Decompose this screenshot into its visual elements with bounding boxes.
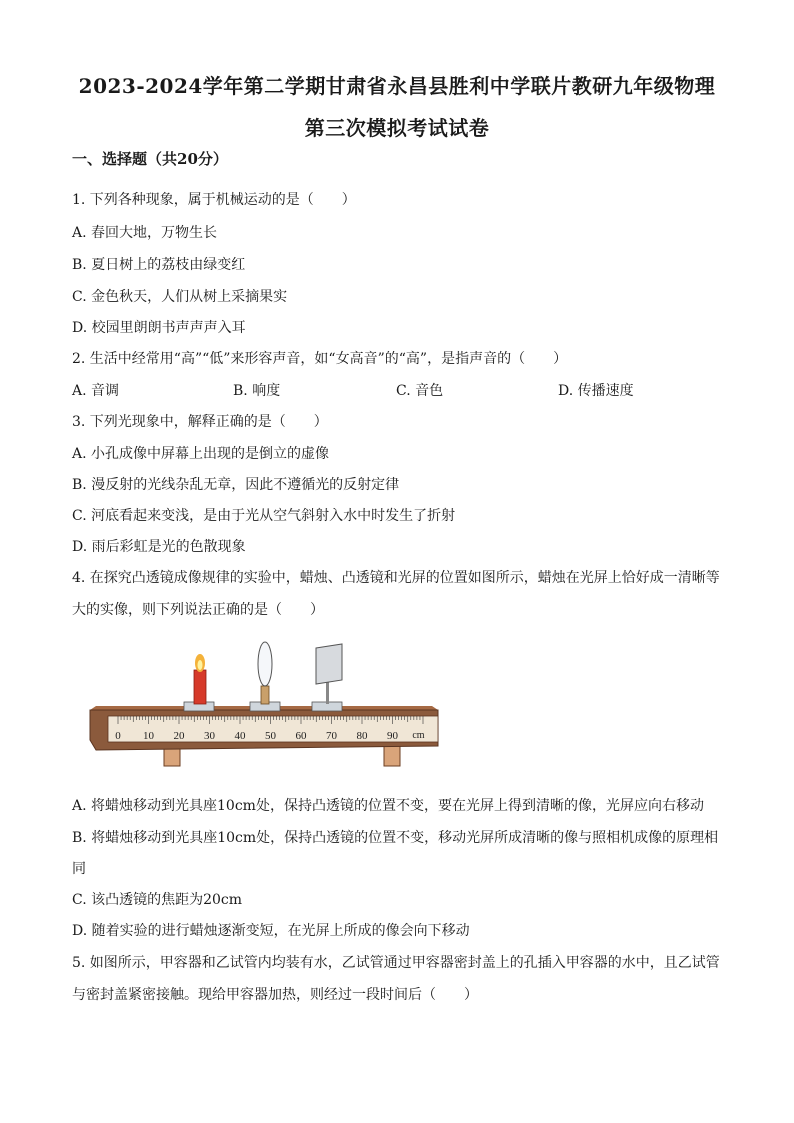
bench-leg-right xyxy=(384,744,400,766)
exam-title-line2: 第三次模拟考试试卷 xyxy=(304,116,490,140)
candle xyxy=(194,670,206,704)
scale-label: 20 xyxy=(173,730,185,742)
scale-unit: cm xyxy=(412,730,425,741)
scale-label: 0 xyxy=(115,730,121,742)
q2-option-b: B. 响度 xyxy=(233,383,281,399)
q5-stem-line1: 5. 如图所示，甲容器和乙试管内均装有水，乙试管通过甲容器密封盖上的孔插入甲容器的水中，且乙试管 xyxy=(72,955,720,971)
scale-label: 50 xyxy=(265,730,276,742)
screen-post xyxy=(326,680,329,704)
q1-stem: 1. 下列各种现象，属于机械运动的是（ ） xyxy=(72,192,356,208)
q4-option-c: C. 该凸透镜的焦距为20cm xyxy=(72,892,243,908)
q2-option-a: A. 音调 xyxy=(72,383,120,399)
q4-option-b-line1: B. 将蜡烛移动到光具座10cm处，保持凸透镜的位置不变，移动光屏所成清晰的像与照相机成像的原理相 xyxy=(72,830,719,846)
scale-label: 80 xyxy=(356,730,368,742)
section-heading: 一、选择题（共20分） xyxy=(72,150,228,168)
q1-option-d: D. 校园里朗朗书声声声入耳 xyxy=(72,320,246,336)
scale-label: 40 xyxy=(234,730,246,742)
convex-lens xyxy=(258,642,272,686)
q3-option-c: C. 河底看起来变浅，是由于光从空气斜射入水中时发生了折射 xyxy=(72,508,456,524)
scale-label: 30 xyxy=(204,730,215,742)
q4-stem-line2: 大的实像，则下列说法正确的是（ ） xyxy=(72,602,324,618)
q2-stem: 2. 生活中经常用“高”“低”来形容声音，如“女高音”的“高”，是指声音的（ ） xyxy=(72,351,568,367)
q4-option-a: A. 将蜡烛移动到光具座10cm处，保持凸透镜的位置不变，要在光屏上得到清晰的像，光屏应向右移动 xyxy=(72,798,704,814)
optical-bench-figure xyxy=(86,640,446,770)
q1-option-a: A. 春回大地，万物生长 xyxy=(72,225,218,241)
q3-option-d: D. 雨后彩虹是光的色散现象 xyxy=(72,539,246,555)
q4-option-b-line2: 同 xyxy=(72,861,86,877)
q3-option-a: A. 小孔成像中屏幕上出现的是倒立的虚像 xyxy=(72,446,330,462)
q4-option-d: D. 随着实验的进行蜡烛逐渐变短，在光屏上所成的像会向下移动 xyxy=(72,923,470,939)
scale-label: 70 xyxy=(326,730,337,742)
q4-stem-line1: 4. 在探究凸透镜成像规律的实验中，蜡烛、凸透镜和光屏的位置如图所示，蜡烛在光屏上恰好成一清晰等 xyxy=(72,570,720,586)
scale-label: 90 xyxy=(387,730,398,742)
q3-option-b: B. 漫反射的光线杂乱无章，因此不遵循光的反射定律 xyxy=(72,477,400,493)
q3-stem: 3. 下列光现象中，解释正确的是（ ） xyxy=(72,414,328,430)
q1-option-c: C. 金色秋天，人们从树上采摘果实 xyxy=(72,289,288,305)
exam-title-line1: 2023-2024学年第二学期甘肃省永昌县胜利中学联片教研九年级物理 xyxy=(78,74,716,98)
scale-label: 60 xyxy=(295,730,307,742)
scale-label: 10 xyxy=(143,730,154,742)
candle-flame-core xyxy=(198,660,203,670)
lens-post xyxy=(261,686,269,704)
q2-option-c: C. 音色 xyxy=(396,383,444,399)
q2-option-d: D. 传播速度 xyxy=(558,383,634,399)
light-screen xyxy=(316,644,342,684)
q5-stem-line2: 与密封盖紧密接触。现给甲容器加热，则经过一段时间后（ ） xyxy=(72,987,478,1003)
q1-option-b: B. 夏日树上的荔枝由绿变红 xyxy=(72,257,246,273)
